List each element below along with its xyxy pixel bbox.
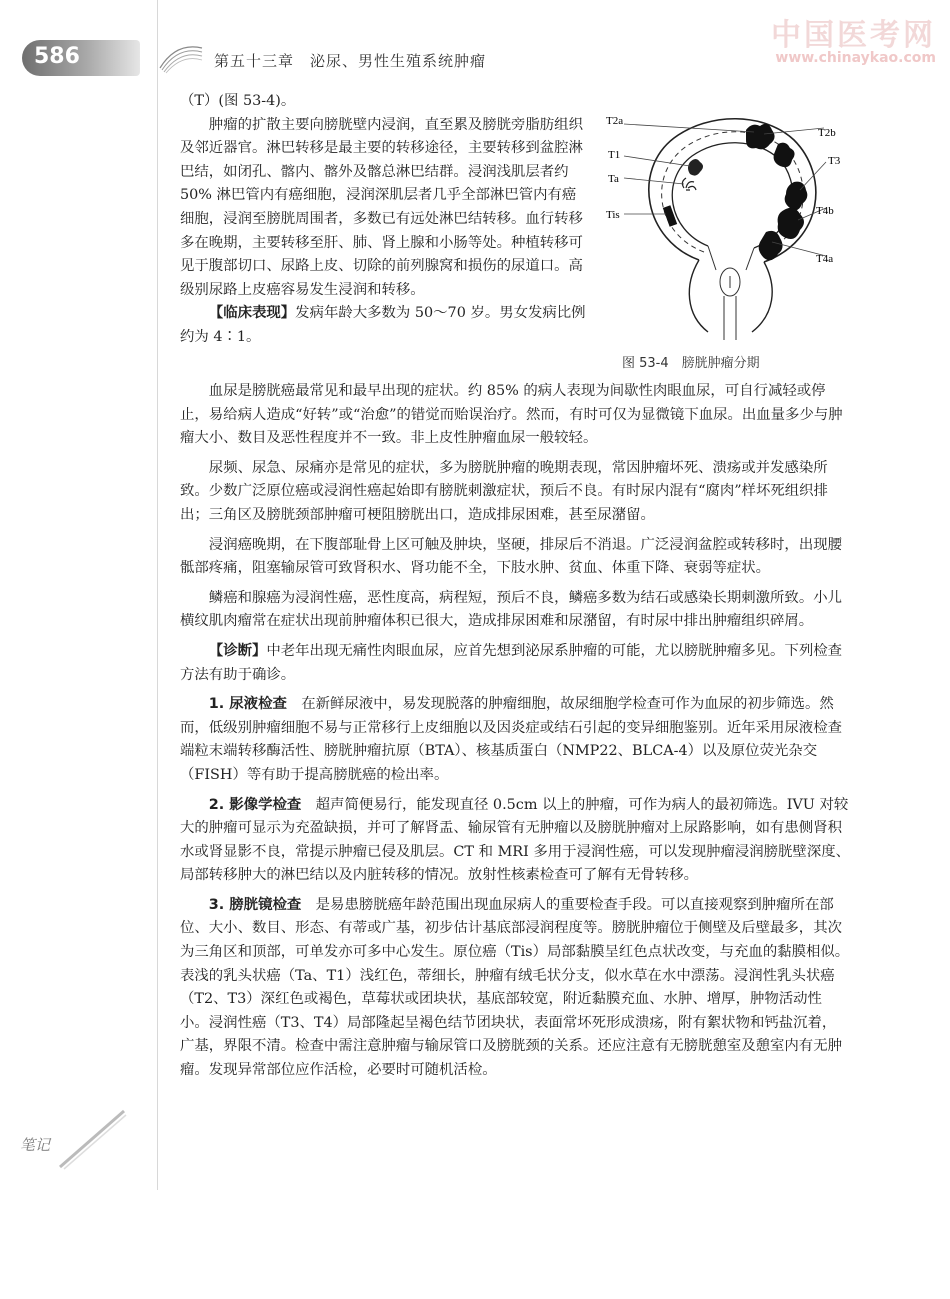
- label-t1: T1: [608, 149, 621, 161]
- watermark-text: 中国医考网: [771, 18, 936, 53]
- label-t4a: T4a: [816, 253, 834, 265]
- exam-title: 3. 膀胱镜检查: [208, 896, 302, 913]
- exam-cystoscopy: [180, 894, 850, 1083]
- exam-title: 2. 影像学检查: [208, 796, 302, 813]
- exam-text: 超声简便易行，能发现直径 0.5cm 以上的肿瘤，可作为病人的最初筛选。IVU 对较大的肿瘤可显示为充盈缺损，并可了解肾盂、输尿管有无肿瘤以及膀胱肿瘤对上尿路影响，如有患侧肾积水或肾显影不良，常提示肿瘤已侵及肌层。CT 和 MRI 多用于浸润性癌，可以发现肿瘤浸润膀胱壁深度、局部转移肿大的淋巴结以及内脏转移的情况。放射性核素检查可了解有无骨转移。: [180, 796, 850, 884]
- page-number: 586: [34, 44, 80, 69]
- upper-text-column: [180, 90, 588, 350]
- exam-text: 在新鲜尿液中，易发现脱落的肿瘤细胞，故尿细胞学检查可作为血尿的初步筛选。然而，低级别肿瘤细胞不易与正常移行上皮细胞以及因炎症或结石引起的变异细胞鉴别。近年采用尿液检查端粒末端转移酶活性、膀胱肿瘤抗原（BTA）、核基质蛋白（NMP22、BLCA-4）以及原位荧光杂交（FISH）等有助于提高膀胱癌的检出率。: [180, 696, 842, 783]
- exam-imaging: [180, 794, 850, 888]
- label-t4b: T4b: [816, 205, 834, 217]
- chapter-swirl-icon: [156, 38, 206, 74]
- paragraph: 肿瘤的扩散主要向膀胱壁内浸润，直至累及膀胱旁脂肪组织及邻近器官。淋巴转移是最主要的转移途径，主要转移到盆腔淋巴结，如闭孔、髂内、髂外及髂总淋巴结群。浸润浅肌层者约 50% 淋巴管内有癌细胞，浸润深肌层者几乎全部淋巴管内有癌细胞，浸润至膀胱周围者，多数已有远处淋巴结转移。血行转移多在晚期，主要转移至肝、肺、肾上腺和小肠等处。种植转移可见于腹部切口、尿路上皮、切除的前列腺窝和损伤的尿道口。高级别尿路上皮癌容易发生浸润和转移。: [180, 116, 583, 298]
- label-t3: T3: [828, 155, 841, 167]
- clinical-heading: 【临床表现】: [208, 305, 296, 322]
- stray-mark: [462, 718, 464, 720]
- paragraph: （T）(图 53-4)。: [180, 93, 296, 109]
- label-ta: Ta: [608, 173, 619, 185]
- label-t2b: T2b: [818, 127, 836, 139]
- label-tis: Tis: [606, 209, 620, 221]
- figure-caption: 图 53-4 膀胱肿瘤分期: [622, 356, 760, 371]
- chapter-title: 第五十三章 泌尿、男性生殖系统肿瘤: [214, 52, 487, 70]
- exam-text: 是易患膀胱癌年龄范围出现血尿病人的重要检查手段。可以直接观察到肿瘤所在部位、大小、数目、形态、有蒂或广基，初步估计基底部浸润程度等。膀胱肿瘤位于侧壁及后壁最多，其次为三角区和顶部，可单发亦可多中心发生。原位癌（Tis）局部黏膜呈红色点状改变，与充血的黏膜相似。表浅的乳头状癌（Ta、T1）浅红色，蒂细长，肿瘤有绒毛状分支，似水草在水中漂荡。浸润性乳头状癌（T2、T3）深红色或褐色，草莓状或团块状，基底部较宽，附近黏膜充血、水肿、增厚，肿物活动性小。浸润性癌（T3、T4）局部隆起呈褐色结节团块状，表面常坏死形成溃疡，附有絮状物和钙盐沉着，广基，界限不清。检查中需注意肿瘤与输尿管口及膀胱颈的关系。还应注意有无膀胱憩室及憩室内有无肿瘤。发现异常部位应作活检，必要时可随机活检。: [180, 896, 850, 1079]
- paragraph: 浸润癌晚期，在下腹部耻骨上区可触及肿块，坚硬，排尿后不消退。广泛浸润盆腔或转移时，出现腰骶部疼痛，阻塞输尿管可致肾积水、肾功能不全，下肢水肿、贫血、体重下降、衰弱等症状。: [180, 536, 842, 577]
- gutter-divider: [157, 0, 158, 1190]
- exam-urine: [180, 693, 850, 787]
- notes-label: 笔记: [20, 1136, 51, 1154]
- paragraph: 鳞癌和腺癌为浸润性癌，恶性度高，病程短，预后不良，鳞癌多数为结石或感染长期刺激所致。小儿横纹肌肉瘤常在症状出现前肿瘤体积已很大，造成排尿困难和尿潴留，有时尿中排出肿瘤组织碎屑。: [180, 589, 842, 630]
- paragraph: 血尿是膀胱癌最常见和最早出现的症状。约 85% 的病人表现为间歇性肉眼血尿，可自行减轻或停止，易给病人造成“好转”或“治愈”的错觉而贻误治疗。然而，有时可仅为显微镜下血尿。出血量多少与肿瘤大小、数目及恶性程度并不一致。非上皮性肿瘤血尿一般较轻。: [180, 383, 843, 447]
- diagnosis-text: 中老年出现无痛性肉眼血尿，应首先想到泌尿系肿瘤的可能，尤以膀胱肿瘤多见。下列检查方法有助于确诊。: [180, 642, 843, 683]
- label-t2a: T2a: [606, 115, 624, 127]
- bladder-staging-figure: [604, 110, 844, 342]
- watermark-url: www.chinaykao.com: [775, 50, 936, 66]
- clinical-text: 发病年龄大多数为 50～70 岁。男女发病比例约为 4∶1。: [180, 305, 586, 345]
- diagnosis-paragraph: [180, 640, 850, 687]
- main-text-column: [180, 380, 850, 1089]
- watermark: [771, 10, 936, 66]
- clinical-paragraph: [180, 302, 588, 349]
- paragraph: 尿频、尿急、尿痛亦是常见的症状，多为膀胱肿瘤的晚期表现，常因肿瘤坏死、溃疡或并发感染所致。少数广泛原位癌或浸润性癌起始即有膀胱刺激症状，预后不良。有时尿内混有“腐肉”样坏死组织排出；三角区及膀胱颈部肿瘤可梗阻膀胱出口，造成排尿困难，甚至尿潴留。: [180, 459, 828, 523]
- diagnosis-heading: 【诊断】: [208, 642, 267, 659]
- exam-title: 1. 尿液检查: [208, 696, 287, 713]
